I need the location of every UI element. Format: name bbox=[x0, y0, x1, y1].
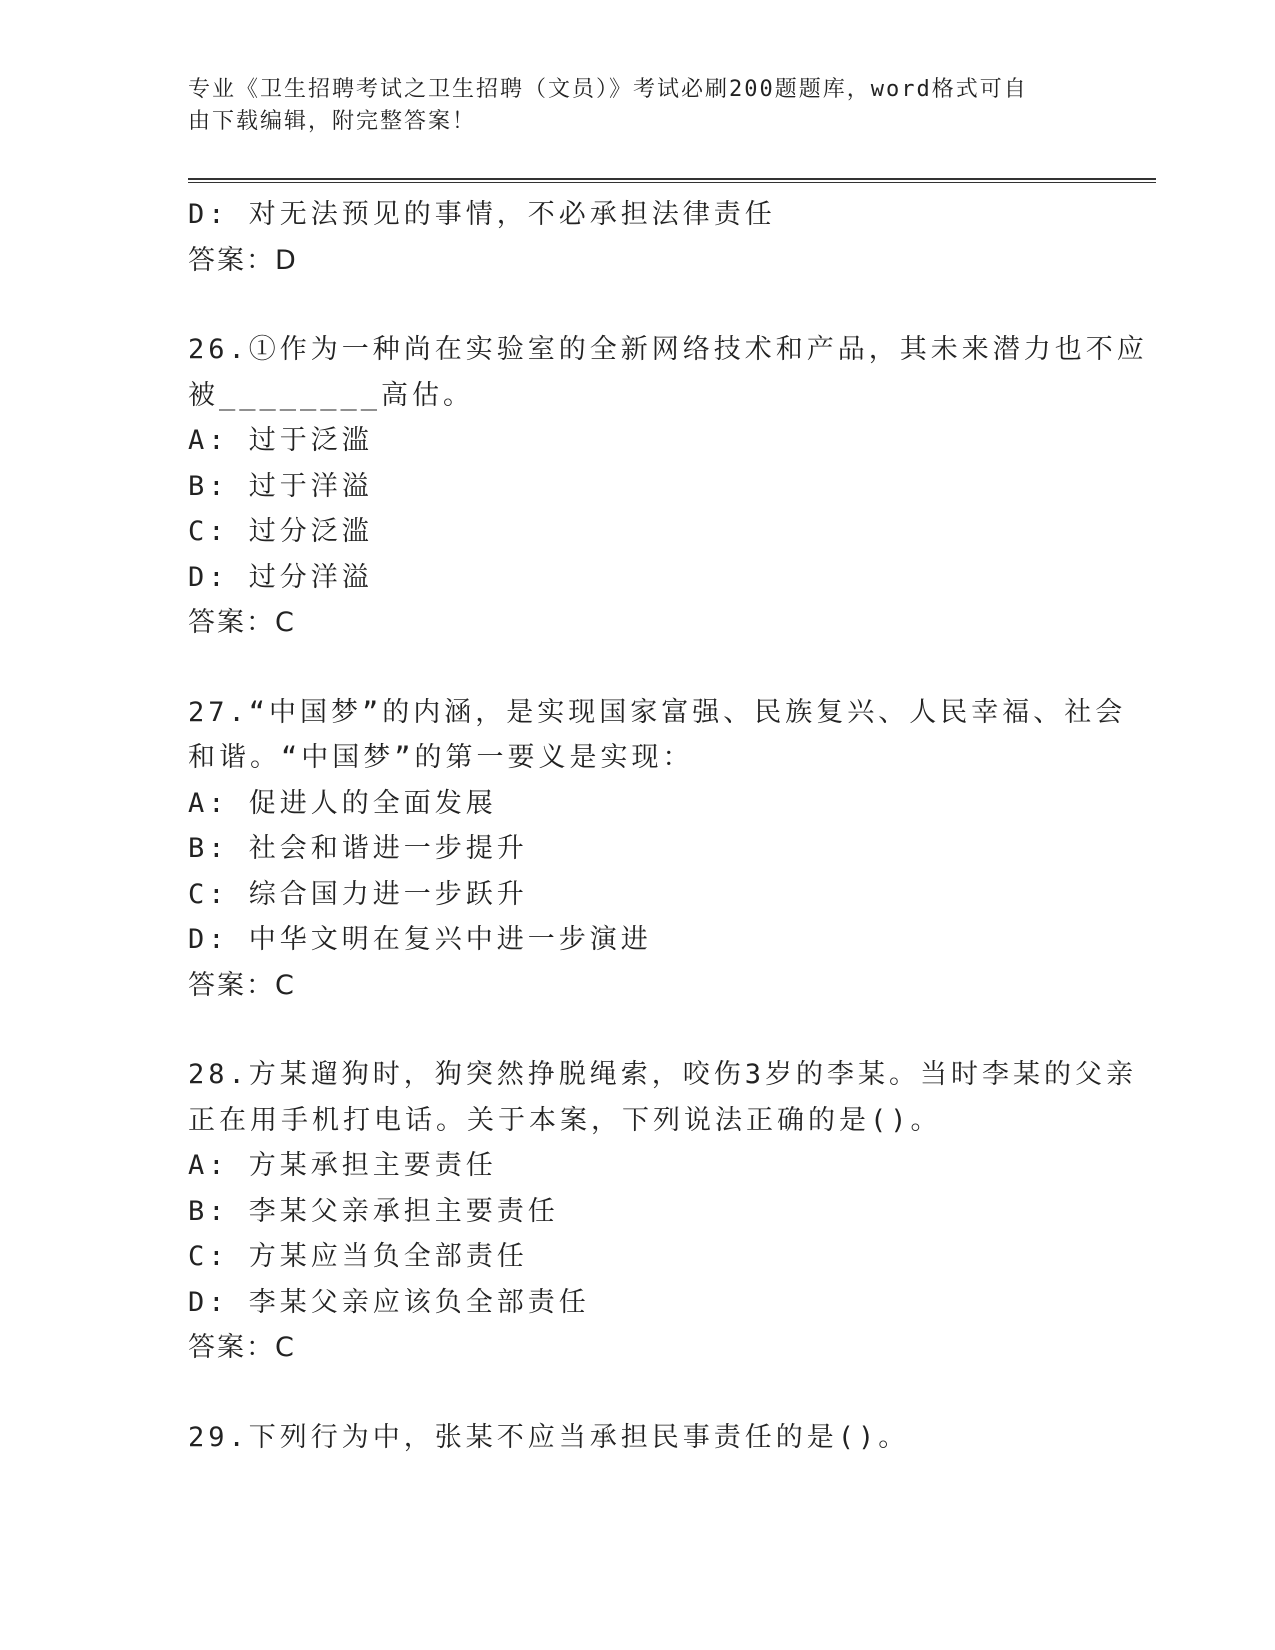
option-b: B: 社会和谐进一步提升 bbox=[188, 833, 528, 864]
question-text: 26.①作为一种尚在实验室的全新网络技术和产品，其未来潜力也不应 bbox=[188, 334, 1148, 365]
answer-line: 答案：C bbox=[188, 1332, 296, 1363]
header-line-2: 由下载编辑，附完整答案！ bbox=[188, 109, 477, 134]
answer-line: 答案：C bbox=[188, 969, 296, 1001]
option-d: D: 李某父亲应该负全部责任 bbox=[188, 1286, 590, 1318]
question-29 bbox=[188, 1415, 1088, 1461]
question-text: 29.下列行为中，张某不应当承担民事责任的是()。 bbox=[188, 1421, 910, 1453]
option-a: A: 方某承担主要责任 bbox=[188, 1150, 497, 1181]
question-text: 28.方某遛狗时，狗突然挣脱绳索，咬伤3岁的李某。当时李某的父亲 bbox=[188, 1059, 1138, 1090]
question-text-cont: 和谐。“中国梦”的第一要义是实现： bbox=[188, 742, 694, 773]
option-a: A: 促进人的全面发展 bbox=[188, 787, 497, 819]
question-28 bbox=[188, 1052, 1138, 1371]
option-c: C: 综合国力进一步跃升 bbox=[188, 878, 528, 910]
option-d: D: 中华文明在复兴中进一步演进 bbox=[188, 924, 652, 955]
spacer bbox=[188, 1371, 1088, 1415]
header-line-1: 专业《卫生招聘考试之卫生招聘（文员）》考试必刷200题题库，word格式可自 bbox=[188, 77, 1028, 102]
question-text: 27.“中国梦”的内涵，是实现国家富强、民族复兴、人民幸福、社会 bbox=[188, 696, 1127, 728]
option-d: D: 过分洋溢 bbox=[188, 561, 373, 593]
option-c: C: 过分泛滥 bbox=[188, 516, 373, 547]
spacer bbox=[188, 1008, 1088, 1052]
question-26 bbox=[188, 327, 1148, 646]
question-text-cont: 被________高估。 bbox=[188, 379, 475, 411]
question-list bbox=[188, 192, 1148, 1460]
option-c: C: 方某应当负全部责任 bbox=[188, 1241, 528, 1272]
option-d: D: 对无法预见的事情，不必承担法律责任 bbox=[188, 199, 776, 230]
option-b: B: 过于洋溢 bbox=[188, 470, 373, 502]
spacer bbox=[188, 283, 1088, 327]
question-27 bbox=[188, 690, 1127, 1009]
answer-line: 答案：C bbox=[188, 607, 296, 638]
header-divider bbox=[188, 178, 1156, 183]
carryover-block bbox=[188, 192, 1088, 283]
spacer bbox=[188, 646, 1088, 690]
option-b: B: 李某父亲承担主要责任 bbox=[188, 1195, 559, 1227]
question-text-cont: 正在用手机打电话。关于本案，下列说法正确的是()。 bbox=[188, 1104, 942, 1136]
answer-line: 答案：D bbox=[188, 244, 298, 276]
page-header bbox=[188, 74, 1068, 138]
option-a: A: 过于泛滥 bbox=[188, 425, 373, 456]
